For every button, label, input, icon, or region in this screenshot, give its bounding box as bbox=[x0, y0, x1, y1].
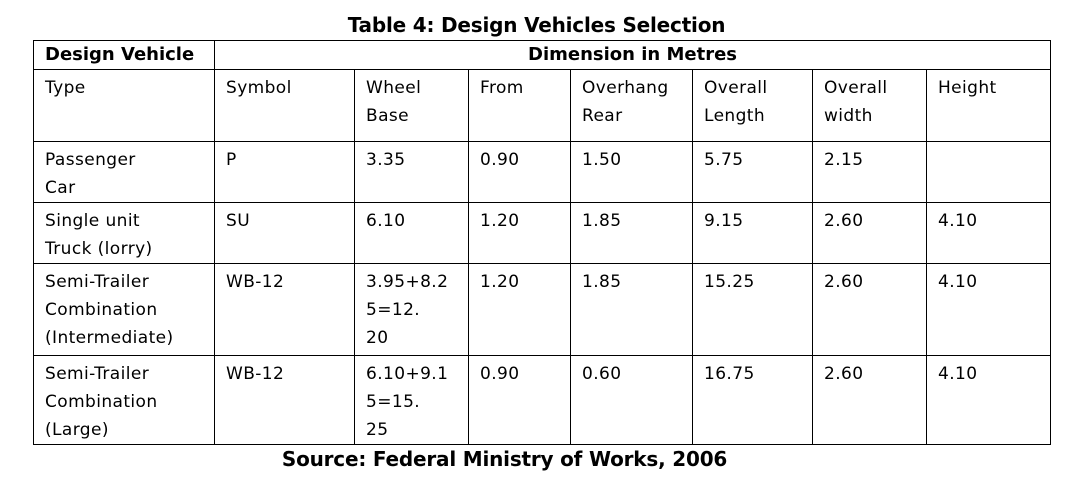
table-row bbox=[34, 203, 1051, 264]
table-cell bbox=[693, 264, 813, 356]
cell-text: Passenger Car bbox=[45, 150, 136, 198]
table-cell bbox=[469, 356, 571, 445]
group-header-row bbox=[34, 41, 1051, 70]
design-vehicles-table bbox=[33, 40, 1051, 445]
column-header-row bbox=[34, 70, 1051, 142]
cell-text: Single unit Truck (lorry) bbox=[45, 211, 153, 259]
cell-text: 1.20 bbox=[480, 272, 520, 292]
table-cell bbox=[813, 203, 927, 264]
cell-text: 16.75 bbox=[704, 364, 755, 384]
table-cell bbox=[813, 142, 927, 203]
table-cell bbox=[571, 203, 693, 264]
cell-text: 0.60 bbox=[582, 364, 622, 384]
table-cell bbox=[571, 142, 693, 203]
table-cell bbox=[813, 264, 927, 356]
table-cell bbox=[469, 142, 571, 203]
table-cell bbox=[355, 203, 469, 264]
table-cell bbox=[215, 142, 355, 203]
cell-text: 3.95+8.2 5=12. 20 bbox=[366, 272, 449, 348]
table-cell bbox=[34, 203, 215, 264]
table-row bbox=[34, 356, 1051, 445]
cell-text: 0.90 bbox=[480, 150, 520, 170]
column-header bbox=[813, 70, 927, 142]
table-cell bbox=[34, 142, 215, 203]
table-cell bbox=[693, 142, 813, 203]
table-row bbox=[34, 142, 1051, 203]
cell-text: 0.90 bbox=[480, 364, 520, 384]
cell-text: 1.85 bbox=[582, 272, 622, 292]
table-cell bbox=[215, 356, 355, 445]
cell-text: 1.50 bbox=[582, 150, 622, 170]
cell-text: 4.10 bbox=[938, 211, 978, 231]
table-cell bbox=[355, 356, 469, 445]
cell-text: Semi-Trailer Combination (Large) bbox=[45, 364, 158, 440]
column-header bbox=[215, 70, 355, 142]
table-cell bbox=[215, 203, 355, 264]
column-header-text: Wheel Base bbox=[366, 78, 422, 126]
cell-text: 2.60 bbox=[824, 272, 864, 292]
table-cell bbox=[215, 264, 355, 356]
cell-text: 6.10+9.1 5=15. 25 bbox=[366, 364, 449, 440]
cell-text: 3.35 bbox=[366, 150, 406, 170]
table-cell bbox=[927, 264, 1051, 356]
cell-text: WB-12 bbox=[226, 364, 285, 384]
cell-text: 1.85 bbox=[582, 211, 622, 231]
table-cell bbox=[355, 264, 469, 356]
cell-text: 4.10 bbox=[938, 364, 978, 384]
cell-text: 2.15 bbox=[824, 150, 864, 170]
table-cell bbox=[927, 356, 1051, 445]
cell-text: 5.75 bbox=[704, 150, 744, 170]
table-cell bbox=[571, 264, 693, 356]
table-cell bbox=[693, 203, 813, 264]
design-vehicle-header: Design Vehicle bbox=[34, 41, 215, 70]
cell-text: WB-12 bbox=[226, 272, 285, 292]
column-header bbox=[469, 70, 571, 142]
table-cell bbox=[355, 142, 469, 203]
cell-text: SU bbox=[226, 211, 251, 231]
table-caption: Table 4: Design Vehicles Selection bbox=[347, 13, 726, 37]
table-cell bbox=[34, 264, 215, 356]
column-header bbox=[571, 70, 693, 142]
table-cell bbox=[813, 356, 927, 445]
table-row bbox=[34, 264, 1051, 356]
column-header-text: Overhang Rear bbox=[582, 78, 669, 126]
table-cell bbox=[571, 356, 693, 445]
cell-text: P bbox=[226, 150, 237, 170]
table-cell bbox=[469, 264, 571, 356]
table-cell bbox=[693, 356, 813, 445]
table-cell bbox=[34, 356, 215, 445]
table-cell bbox=[927, 203, 1051, 264]
cell-text: 1.20 bbox=[480, 211, 520, 231]
column-header-text: Overall Length bbox=[704, 78, 768, 126]
column-header-text: Symbol bbox=[226, 78, 292, 98]
column-header bbox=[34, 70, 215, 142]
column-header-text: From bbox=[480, 78, 524, 98]
column-header bbox=[927, 70, 1051, 142]
column-header-text: Overall width bbox=[824, 78, 888, 126]
column-header-text: Height bbox=[938, 78, 997, 98]
cell-text: 6.10 bbox=[366, 211, 406, 231]
table-source: Source: Federal Ministry of Works, 2006 bbox=[281, 447, 728, 471]
cell-text: 2.60 bbox=[824, 211, 864, 231]
cell-text: Semi-Trailer Combination (Intermediate) bbox=[45, 272, 174, 348]
cell-text: 4.10 bbox=[938, 272, 978, 292]
table-cell bbox=[927, 142, 1051, 203]
cell-text: 15.25 bbox=[704, 272, 755, 292]
column-header-text: Type bbox=[45, 78, 86, 98]
cell-text: 9.15 bbox=[704, 211, 744, 231]
column-header bbox=[355, 70, 469, 142]
dimension-header: Dimension in Metres bbox=[215, 41, 1051, 70]
column-header bbox=[693, 70, 813, 142]
cell-text: 2.60 bbox=[824, 364, 864, 384]
table-cell bbox=[469, 203, 571, 264]
